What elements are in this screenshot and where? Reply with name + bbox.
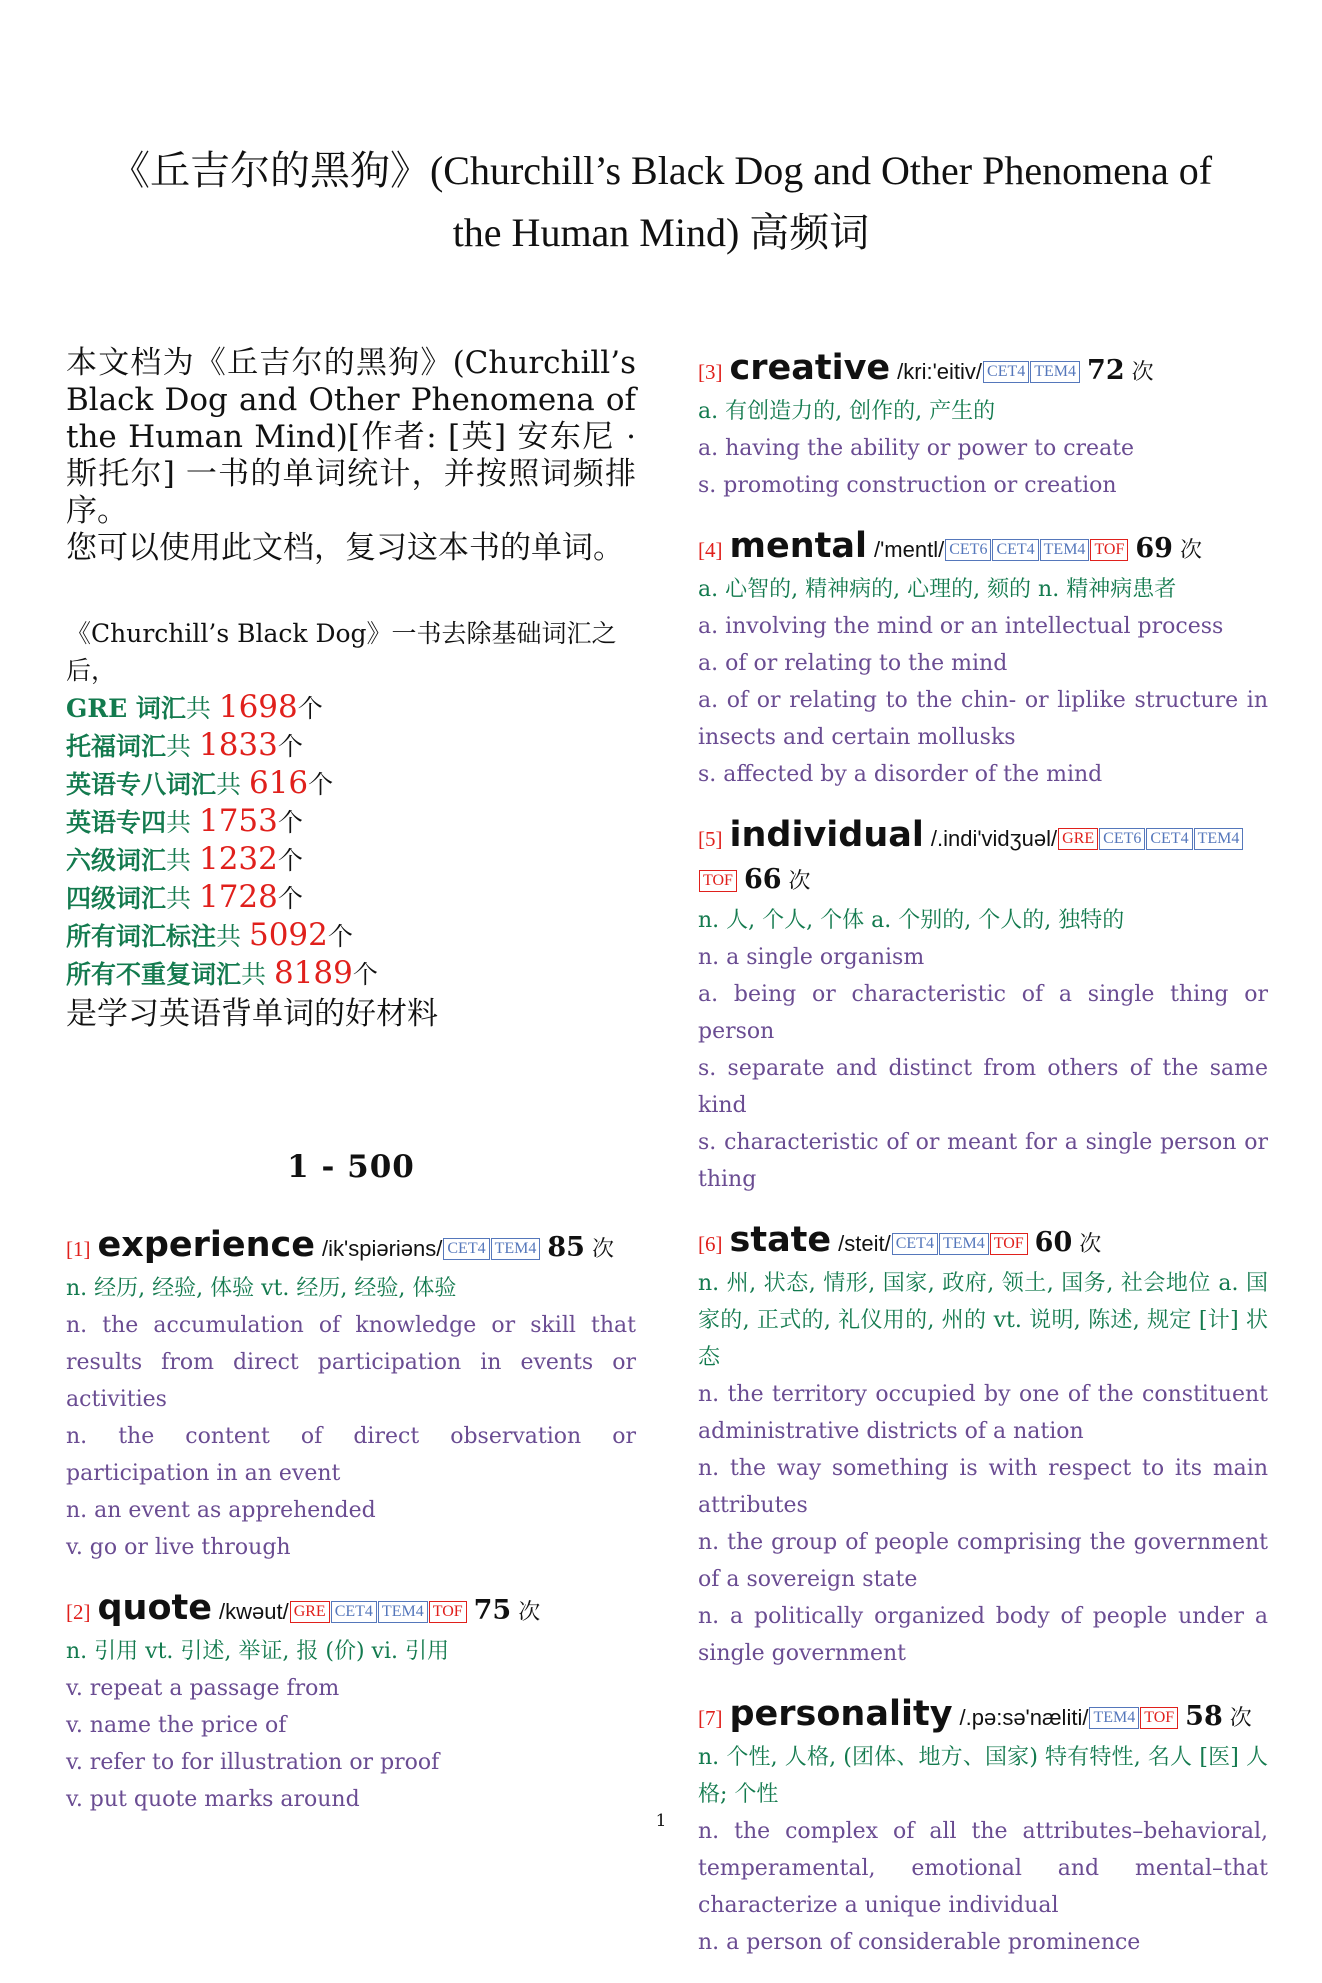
exam-tag: TEM4 xyxy=(491,1238,541,1260)
phonetic: /'mentl/ xyxy=(873,537,945,562)
entry-header xyxy=(698,1694,1268,1739)
exam-tag: TEM4 xyxy=(1040,539,1090,561)
stat-count: 1698 xyxy=(218,689,298,725)
stat-row xyxy=(66,917,636,955)
stat-count: 1833 xyxy=(198,727,278,763)
stat-gong: 共 xyxy=(216,922,249,951)
stat-row xyxy=(66,765,636,803)
english-definition: n. a politically organized body of people under a single government xyxy=(698,1604,1268,1666)
english-definition: n. the way something is with respect to its main attributes xyxy=(698,1456,1268,1518)
english-definition: a. being or characteristic of a single thing or person xyxy=(698,982,1268,1044)
phonetic: /steit/ xyxy=(838,1231,891,1256)
stat-label: 托福词汇 xyxy=(66,732,167,761)
stat-row xyxy=(66,841,636,879)
headword: quote xyxy=(97,1588,212,1628)
english-definition: n. the complex of all the attributes–behavioral, temperamental, emotional and mental–that characterize a unique individual xyxy=(698,1819,1268,1918)
right-column xyxy=(698,348,1268,1983)
stat-count: 1753 xyxy=(198,803,278,839)
english-definition: a. of or relating to the mind xyxy=(698,651,1008,676)
english-definition: a. involving the mind or an intellectual process xyxy=(698,614,1224,639)
stat-unit: 个 xyxy=(277,846,303,875)
stat-unit: 个 xyxy=(277,808,303,837)
stat-label: 英语专四 xyxy=(66,808,167,837)
stat-unit: 个 xyxy=(297,694,323,723)
entry-header xyxy=(698,1220,1268,1265)
exam-tag: CET6 xyxy=(945,539,991,561)
english-definition: v. refer to for illustration or proof xyxy=(66,1750,440,1775)
stat-label: 英语专八词汇 xyxy=(66,770,217,799)
intro-paragraph-2: 您可以使用此文档，复习这本书的单词。 xyxy=(66,530,624,566)
frequency-unit: 次 xyxy=(1131,360,1154,385)
stat-gong: 共 xyxy=(166,884,199,913)
stat-gong: 共 xyxy=(241,960,274,989)
stat-unit: 个 xyxy=(277,884,303,913)
word-entry xyxy=(698,1220,1268,1672)
stat-row xyxy=(66,689,636,727)
stat-label: 所有不重复词汇 xyxy=(66,960,242,989)
exam-tag: TEM4 xyxy=(378,1601,428,1623)
english-definition: n. the content of direct observation or participation in an event xyxy=(66,1424,636,1486)
stat-row xyxy=(66,803,636,841)
frequency-unit: 次 xyxy=(1229,1706,1252,1731)
headword: state xyxy=(729,1220,832,1260)
exam-tag: CET4 xyxy=(443,1238,489,1260)
entry-header xyxy=(698,815,1268,902)
english-definition: v. go or live through xyxy=(66,1535,291,1560)
stat-unit: 个 xyxy=(327,922,353,951)
stat-unit: 个 xyxy=(352,960,378,989)
phonetic: /.indi'vidʒuəl/ xyxy=(930,826,1058,851)
stat-label: 所有词汇标注 xyxy=(66,922,217,951)
stat-label: GRE 词汇 xyxy=(66,694,186,723)
english-definition: s. promoting construction or creation xyxy=(698,473,1117,498)
english-definition: a. having the ability or power to create xyxy=(698,436,1135,461)
word-entry xyxy=(698,526,1268,793)
frequency-count: 58 xyxy=(1185,1701,1223,1732)
intro-paragraph-1: 本文档为《丘吉尔的黑狗》(Churchill’s Black Dog and Other Phenomena of the Human Mind)[作者: [英] 安东尼 · 斯托尔] 一书的单词统计，并按照词频排序。 xyxy=(66,345,636,529)
word-entry xyxy=(66,1588,636,1818)
entry-header xyxy=(66,1225,636,1270)
vocabulary-stats xyxy=(66,615,636,1033)
frequency-unit: 次 xyxy=(1079,1232,1102,1257)
chinese-definition: n. 引用 vt. 引述, 举证, 报 (价) vi. 引用 xyxy=(66,1639,449,1664)
word-entry xyxy=(66,1225,636,1566)
stat-row xyxy=(66,955,636,993)
stat-unit: 个 xyxy=(308,770,334,799)
frequency-unit: 次 xyxy=(591,1237,614,1262)
page-number: 1 xyxy=(655,1811,667,1831)
stats-lead: 《Churchill’s Black Dog》一书去除基础词汇之后， xyxy=(66,619,617,685)
exam-tag: TEM4 xyxy=(939,1233,989,1255)
frequency-count: 85 xyxy=(547,1232,585,1263)
exam-tag: CET4 xyxy=(1146,828,1192,850)
headword: individual xyxy=(729,815,924,855)
frequency-unit: 次 xyxy=(518,1600,541,1625)
entry-header xyxy=(698,348,1268,393)
english-definition: s. affected by a disorder of the mind xyxy=(698,762,1103,787)
exam-tag: TOF xyxy=(990,1233,1028,1255)
headword: mental xyxy=(729,526,867,566)
exam-tag: TEM4 xyxy=(1089,1707,1139,1729)
english-definition: n. a single organism xyxy=(698,945,925,970)
stat-gong: 共 xyxy=(216,770,249,799)
title-line-1: 《丘吉尔的黑狗》(Churchill’s Black Dog and Other Phenomena of xyxy=(109,148,1213,193)
exam-tag: GRE xyxy=(290,1601,330,1623)
phonetic: /kwəut/ xyxy=(219,1599,289,1624)
chinese-definition: n. 人, 个人, 个体 a. 个别的, 个人的, 独特的 xyxy=(698,908,1125,933)
exam-tag: CET4 xyxy=(983,361,1029,383)
stat-count: 5092 xyxy=(248,917,328,953)
phonetic: /kri:'eitiv/ xyxy=(897,359,983,384)
entry-index: [2] xyxy=(66,1600,91,1624)
frequency-count: 60 xyxy=(1034,1227,1073,1258)
stat-count: 1728 xyxy=(198,879,278,915)
entry-header xyxy=(698,526,1268,571)
stat-gong: 共 xyxy=(166,808,199,837)
stat-count: 616 xyxy=(248,765,309,801)
exam-tag: TEM4 xyxy=(1030,361,1080,383)
frequency-count: 69 xyxy=(1135,533,1173,564)
stat-count: 8189 xyxy=(273,955,353,991)
stat-label: 四级词汇 xyxy=(66,884,167,913)
exam-tag: CET4 xyxy=(992,539,1038,561)
headword: personality xyxy=(729,1694,953,1734)
entry-index: [6] xyxy=(698,1232,723,1256)
stat-count: 1232 xyxy=(198,841,278,877)
exam-tag: CET6 xyxy=(1099,828,1145,850)
exam-tag: CET4 xyxy=(892,1233,938,1255)
stat-gong: 共 xyxy=(166,732,199,761)
stats-closing: 是学习英语背单词的好材料 xyxy=(66,996,438,1032)
exam-tag: CET4 xyxy=(331,1601,377,1623)
entry-index: [1] xyxy=(66,1237,91,1261)
phonetic: /ik'spiəriəns/ xyxy=(322,1236,443,1261)
english-definition: v. put quote marks around xyxy=(66,1787,360,1812)
phonetic: /.pə:sə'næliti/ xyxy=(959,1705,1089,1730)
english-definition: n. an event as apprehended xyxy=(66,1498,376,1523)
stat-rows xyxy=(66,689,636,993)
left-column xyxy=(66,345,636,1840)
page-title xyxy=(60,140,1262,264)
chinese-definition: a. 有创造力的, 创作的, 产生的 xyxy=(698,399,996,424)
entry-index: [5] xyxy=(698,827,723,851)
left-entries xyxy=(66,1225,636,1818)
english-definition: a. of or relating to the chin- or liplike structure in insects and certain mollusks xyxy=(698,688,1268,750)
title-line-2: the Human Mind) 高频词 xyxy=(452,210,870,255)
entry-header xyxy=(66,1588,636,1633)
stat-row xyxy=(66,727,636,765)
frequency-unit: 次 xyxy=(788,869,811,894)
exam-tag: TOF xyxy=(699,870,737,892)
english-definition: n. a person of considerable prominence xyxy=(698,1930,1141,1955)
exam-tag: TEM4 xyxy=(1194,828,1244,850)
stat-row xyxy=(66,879,636,917)
entry-index: [7] xyxy=(698,1706,723,1730)
frequency-count: 75 xyxy=(473,1595,512,1626)
english-definition: n. the accumulation of knowledge or skill that results from direct participation in events or activities xyxy=(66,1313,636,1412)
chinese-definition: a. 心智的, 精神病的, 心理的, 颏的 n. 精神病患者 xyxy=(698,577,1177,602)
english-definition: n. the group of people comprising the government of a sovereign state xyxy=(698,1530,1268,1592)
word-entry xyxy=(698,815,1268,1198)
stat-unit: 个 xyxy=(277,732,303,761)
exam-tag: TOF xyxy=(429,1601,467,1623)
english-definition: s. characteristic of or meant for a single person or thing xyxy=(698,1130,1268,1192)
exam-tag: TOF xyxy=(1090,539,1128,561)
chinese-definition: n. 经历, 经验, 体验 vt. 经历, 经验, 体验 xyxy=(66,1276,457,1301)
stat-gong: 共 xyxy=(185,694,219,723)
english-definition: s. separate and distinct from others of the same kind xyxy=(698,1056,1268,1118)
entry-index: [3] xyxy=(698,360,723,384)
english-definition: n. the territory occupied by one of the constituent administrative districts of a nation xyxy=(698,1382,1268,1444)
english-definition: v. name the price of xyxy=(66,1713,287,1738)
frequency-unit: 次 xyxy=(1179,538,1202,563)
exam-tag: TOF xyxy=(1140,1707,1178,1729)
frequency-count: 72 xyxy=(1087,355,1125,386)
entry-index: [4] xyxy=(698,538,723,562)
chinese-definition: n. 州, 状态, 情形, 国家, 政府, 领土, 国务, 社会地位 a. 国家的, 正式的, 礼仪用的, 州的 vt. 说明, 陈述, 规定 [计] 状态 xyxy=(698,1271,1268,1370)
word-entry xyxy=(698,348,1268,504)
headword: experience xyxy=(97,1225,316,1265)
frequency-count: 66 xyxy=(743,864,782,895)
stat-label: 六级词汇 xyxy=(66,846,167,875)
headword: creative xyxy=(729,348,891,388)
right-entries xyxy=(698,348,1268,1961)
stat-gong: 共 xyxy=(166,846,199,875)
exam-tag: GRE xyxy=(1058,828,1098,850)
range-heading: 1 - 500 xyxy=(287,1149,415,1185)
english-definition: v. repeat a passage from xyxy=(66,1676,340,1701)
chinese-definition: n. 个性, 人格, (团体、地方、国家) 特有特性, 名人 [医] 人格; 个性 xyxy=(698,1745,1268,1807)
